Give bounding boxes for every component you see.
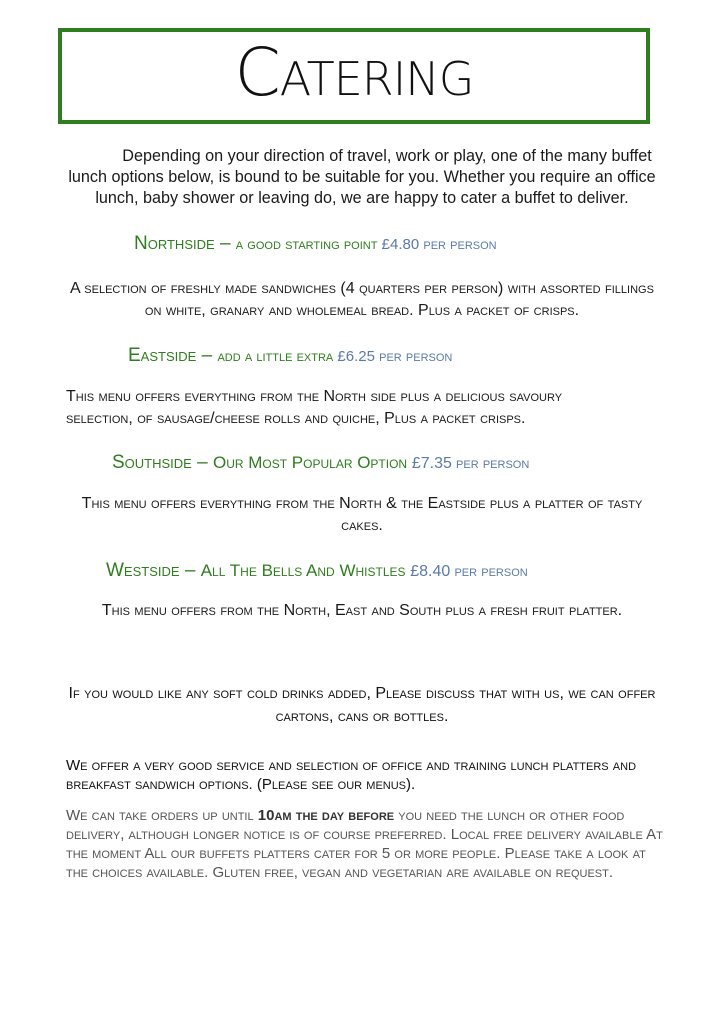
option-heading-westside bbox=[106, 560, 528, 582]
option-dash: – bbox=[196, 345, 218, 366]
option-subtitle: Our Most Popular Option bbox=[212, 453, 412, 472]
option-name: Northside bbox=[134, 233, 215, 254]
drinks-note: If you would like any soft cold drinks added, Please discuss that with us, we can offer cartons, cans or bottles. bbox=[68, 685, 656, 725]
title-box bbox=[58, 28, 650, 124]
intro-text: Depending on your direction of travel, work or play, one of the many buffet lunch options below, is bound to be suitable for you. Whether you require an office lunch, baby shower or leaving do, we are happy to cater a buffet to deliver. bbox=[68, 147, 656, 207]
option-heading-eastside bbox=[128, 345, 452, 367]
option-name: Southside bbox=[112, 452, 192, 473]
option-per-person: per person bbox=[450, 563, 528, 580]
option-description-southside: This menu offers everything from the North & the Eastside plus a platter of tasty cakes. bbox=[81, 495, 643, 534]
option-name: Eastside bbox=[128, 345, 197, 366]
intro-paragraph bbox=[60, 146, 664, 209]
orders-note bbox=[66, 806, 666, 882]
option-name: Westside bbox=[106, 560, 180, 581]
service-note: We offer a very good service and selection of office and training lunch platters and breakfast sandwich options. (Please see our menus). bbox=[66, 757, 637, 793]
option-per-person: per person bbox=[419, 236, 497, 253]
option-per-person: per person bbox=[374, 348, 453, 365]
option-subtitle: add a little extra bbox=[217, 348, 338, 365]
option-heading-northside bbox=[134, 233, 497, 255]
orders-text-after: you need the lunch or other food delivery, although longer notice is of course preferred. Local free delivery available At the moment All our buffets platters cater for 5 or more people. Please take a look at the choices available. Gluten free, vegan and vegetarian are available on request. bbox=[66, 807, 663, 881]
orders-text-before: We can take orders up until bbox=[66, 807, 258, 824]
option-price: £6.25 bbox=[337, 348, 375, 365]
option-price: £4.80 bbox=[381, 236, 420, 253]
option-price: £8.40 bbox=[410, 563, 451, 580]
option-per-person: per person bbox=[451, 455, 530, 472]
option-description-northside: A selection of freshly made sandwiches (4 quarters per person) with assorted fillings on white, granary and wholemeal bread. Plus a packet of crisps. bbox=[70, 280, 654, 319]
page-title: Catering bbox=[234, 34, 474, 111]
option-subtitle: a good starting point bbox=[235, 236, 382, 253]
option-dash: – bbox=[214, 233, 236, 254]
option-price: £7.35 bbox=[411, 455, 452, 472]
option-heading-southside bbox=[112, 452, 529, 474]
option-subtitle: All The Bells And Whistles bbox=[200, 561, 411, 580]
option-description-westside: This menu offers from the North, East and South plus a fresh fruit platter. bbox=[101, 602, 623, 619]
option-description-eastside: This menu offers everything from the North side plus a delicious savoury selection, of sausage/cheese rolls and quiche, Plus a packet crisps. bbox=[66, 388, 563, 427]
orders-deadline: 10am the day before bbox=[257, 807, 395, 824]
option-dash: – bbox=[179, 560, 201, 581]
option-dash: – bbox=[191, 452, 213, 473]
